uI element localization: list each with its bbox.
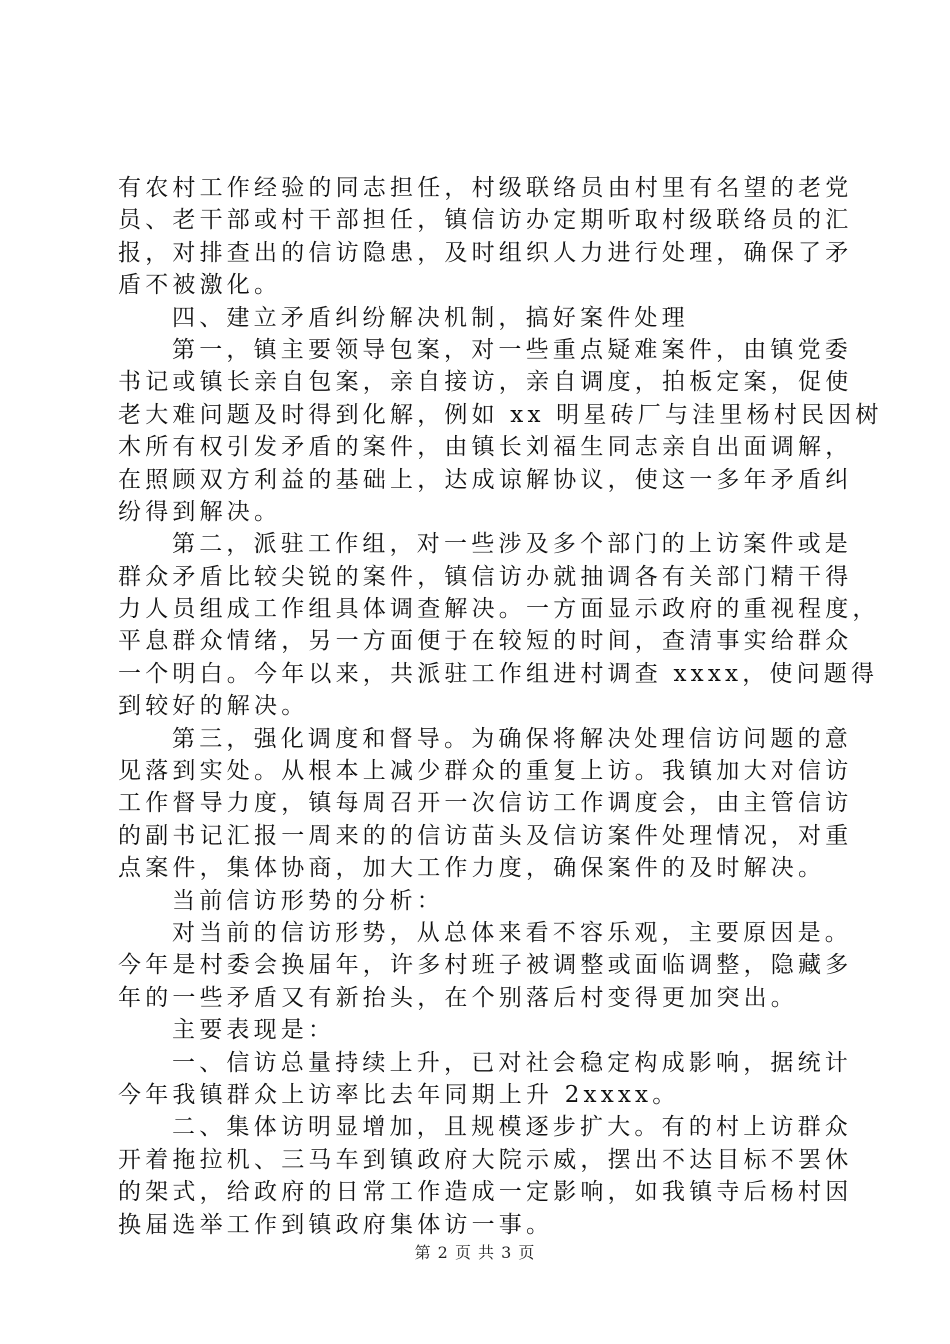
text-line: 点案件，集体协商，加大工作力度，确保案件的及时解决。 <box>118 855 826 882</box>
text-line: 见落到实处。从根本上减少群众的重复上访。我镇加大对信访 <box>118 758 853 785</box>
text-line: 当前信访形势的分析： <box>172 887 444 914</box>
text-line: 到较好的解决。 <box>118 693 309 720</box>
text-line: 换届选举工作到镇政府集体访一事。 <box>118 1211 554 1238</box>
text-line: 在照顾双方利益的基础上，达成谅解协议，使这一多年矛盾纠 <box>118 466 853 493</box>
text-line: 平息群众情绪，另一方面便于在较短的时间，查清事实给群众 <box>118 628 853 655</box>
text-line: 员、老干部或村干部担任，镇信访办定期听取村级联络员的汇 <box>118 207 853 234</box>
text-line: 今年我镇群众上访率比去年同期上升 2xxxx。 <box>118 1081 680 1108</box>
text-line: 开着拖拉机、三马车到镇政府大院示威，摆出不达目标不罢休 <box>118 1146 853 1173</box>
page-footer: 第 2 页 共 3 页 <box>414 1243 536 1262</box>
text-line: 老大难问题及时得到化解，例如 xx 明星砖厂与洼里杨村民因树 <box>118 401 883 428</box>
text-line: 第一，镇主要领导包案，对一些重点疑难案件，由镇党委 <box>172 336 852 363</box>
text-line: 工作督导力度，镇每周召开一次信访工作调度会，由主管信访 <box>118 790 853 817</box>
text-line: 第二，派驻工作组，对一些涉及多个部门的上访案件或是 <box>172 531 852 558</box>
text-line: 的架式，给政府的日常工作造成一定影响，如我镇寺后杨村因 <box>118 1179 853 1206</box>
text-line: 有农村工作经验的同志担任，村级联络员由村里有名望的老党 <box>118 175 853 201</box>
text-line: 纷得到解决。 <box>118 498 282 525</box>
text-line: 对当前的信访形势，从总体来看不容乐观，主要原因是。 <box>172 919 852 946</box>
text-line: 年的一些矛盾又有新抬头，在个别落后村变得更加突出。 <box>118 984 798 1011</box>
text-line: 木所有权引发矛盾的案件，由镇长刘福生同志亲自出面调解， <box>118 434 853 461</box>
text-line: 一个明白。今年以来，共派驻工作组进村调查 xxxx，使问题得 <box>118 660 879 687</box>
text-line: 第三，强化调度和督导。为确保将解决处理信访问题的意 <box>172 725 852 752</box>
text-line: 盾不被激化。 <box>118 272 282 299</box>
text-line: 力人员组成工作组具体调查解决。一方面显示政府的重视程度， <box>118 596 880 623</box>
text-line: 四、建立矛盾纠纷解决机制，搞好案件处理 <box>172 304 689 331</box>
text-line: 的副书记汇报一周来的的信访苗头及信访案件处理情况，对重 <box>118 822 853 849</box>
text-line: 群众矛盾比较尖锐的案件，镇信访办就抽调各有关部门精干得 <box>118 563 853 590</box>
text-line: 今年是村委会换届年，许多村班子被调整或面临调整，隐藏多 <box>118 952 853 979</box>
document-body <box>118 172 883 1241</box>
text-line: 报，对排查出的信访隐患，及时组织人力进行处理，确保了矛 <box>118 239 853 266</box>
text-line: 主要表现是： <box>172 1017 336 1044</box>
text-line: 书记或镇长亲自包案，亲自接访，亲自调度，拍板定案，促使 <box>118 369 853 396</box>
text-line: 二、集体访明显增加，且规模逐步扩大。有的村上访群众 <box>172 1114 852 1141</box>
text-line: 一、信访总量持续上升，已对社会稳定构成影响，据统计 <box>172 1049 852 1076</box>
